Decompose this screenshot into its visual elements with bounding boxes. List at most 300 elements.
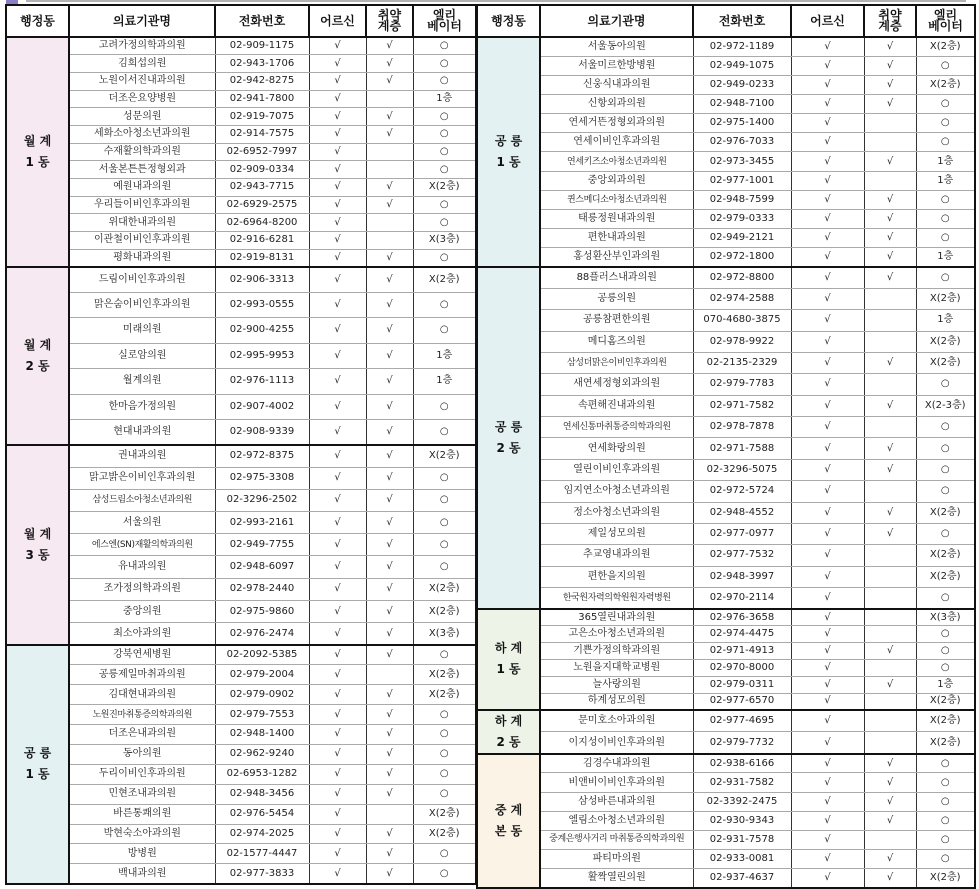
name-cell: 연세이비인후과의원 <box>540 133 693 152</box>
elder-cell: √ <box>791 331 864 352</box>
vulnerable-cell: √ <box>366 764 413 784</box>
table-row <box>6 556 476 578</box>
elevator-cell: X(2층) <box>413 445 476 467</box>
phone-cell: 02-975-3308 <box>215 467 309 489</box>
name-cell: 활짝열린의원 <box>540 869 693 888</box>
dong-group <box>6 445 476 645</box>
table-row <box>477 676 975 693</box>
elevator-cell: X(2층) <box>916 288 975 309</box>
vulnerable-cell <box>864 133 916 152</box>
name-cell: 하계성모의원 <box>540 693 693 710</box>
vulnerable-cell: √ <box>366 394 413 419</box>
phone-cell: 02-930-9343 <box>693 811 791 830</box>
vulnerable-cell: √ <box>366 824 413 844</box>
vulnerable-cell <box>366 161 413 179</box>
name-cell: 서울미르한방병원 <box>540 56 693 75</box>
vulnerable-cell: √ <box>366 489 413 511</box>
phone-cell: 02-962-9240 <box>215 744 309 764</box>
table-row <box>477 352 975 373</box>
phone-cell: 02-974-2588 <box>693 288 791 309</box>
table-row <box>6 665 476 685</box>
vulnerable-cell: √ <box>366 744 413 764</box>
elder-cell: √ <box>791 374 864 395</box>
elevator-cell: X(2층) <box>916 732 975 754</box>
elder-cell: √ <box>791 643 864 660</box>
name-cell: 파티마의원 <box>540 849 693 868</box>
elevator-cell: ○ <box>413 467 476 489</box>
phone-cell: 02-949-7755 <box>215 534 309 556</box>
elevator-cell: X(2층) <box>413 665 476 685</box>
elder-cell: √ <box>791 732 864 754</box>
vulnerable-cell <box>864 732 916 754</box>
phone-cell: 02-943-1706 <box>215 55 309 73</box>
name-cell: 동아의원 <box>69 744 215 764</box>
table-row <box>6 600 476 622</box>
vulnerable-cell: √ <box>366 600 413 622</box>
phone-cell: 02-978-7878 <box>693 417 791 438</box>
elder-cell: √ <box>791 75 864 94</box>
phone-cell: 02-938-6166 <box>693 754 791 773</box>
name-cell: 늘사랑의원 <box>540 676 693 693</box>
table-row <box>6 37 476 55</box>
name-cell: 연세거뜬정형외과의원 <box>540 114 693 133</box>
phone-cell: 02-919-8131 <box>215 249 309 267</box>
table-row <box>6 55 476 73</box>
table-row <box>477 754 975 773</box>
phone-cell: 02-949-0233 <box>693 75 791 94</box>
elevator-cell: ○ <box>413 724 476 744</box>
dong-label <box>6 267 69 445</box>
elder-cell: √ <box>791 792 864 811</box>
elevator-cell: X(2층) <box>413 804 476 824</box>
vulnerable-cell: √ <box>864 849 916 868</box>
dong-label-line: 2 동 <box>496 734 521 749</box>
phone-cell: 02-976-3658 <box>693 609 791 626</box>
vulnerable-cell <box>864 659 916 676</box>
header-phone: 전화번호 <box>215 5 309 37</box>
table-row <box>477 830 975 849</box>
header-dong: 행정동 <box>477 5 540 37</box>
elevator-cell: ○ <box>916 523 975 544</box>
vulnerable-cell: √ <box>366 864 413 884</box>
vulnerable-cell: √ <box>366 55 413 73</box>
table-row <box>477 481 975 502</box>
table-row <box>477 171 975 190</box>
elder-cell: √ <box>309 267 366 292</box>
header-row <box>6 5 476 37</box>
elder-cell: √ <box>309 369 366 394</box>
header-name: 의료기관명 <box>540 5 693 37</box>
table-row <box>477 588 975 609</box>
name-cell: 현대내과의원 <box>69 419 215 444</box>
table-row <box>6 108 476 126</box>
elder-cell: √ <box>309 864 366 884</box>
elder-cell: √ <box>791 209 864 228</box>
table-row <box>6 512 476 534</box>
elder-cell: √ <box>791 37 864 56</box>
elevator-cell: 1층 <box>413 369 476 394</box>
table-row <box>6 267 476 292</box>
table-row <box>6 764 476 784</box>
name-cell: 유내과의원 <box>69 556 215 578</box>
dong-label <box>477 754 540 888</box>
name-cell: 88플러스내과의원 <box>540 267 693 288</box>
vulnerable-cell <box>864 310 916 331</box>
vulnerable-cell: √ <box>864 395 916 416</box>
table-row <box>6 249 476 267</box>
elder-cell: √ <box>309 72 366 90</box>
elder-cell: √ <box>309 824 366 844</box>
elder-cell: √ <box>791 94 864 113</box>
vulnerable-cell: √ <box>366 844 413 864</box>
vulnerable-cell: √ <box>864 209 916 228</box>
name-cell: 최소아과의원 <box>69 623 215 645</box>
vulnerable-cell: √ <box>864 229 916 248</box>
name-cell: 예원내과의원 <box>69 179 215 197</box>
phone-cell: 02-977-1001 <box>693 171 791 190</box>
elder-cell: √ <box>309 249 366 267</box>
vulnerable-cell <box>864 626 916 643</box>
name-cell: 제일성모의원 <box>540 523 693 544</box>
vulnerable-cell: √ <box>366 419 413 444</box>
elder-cell: √ <box>791 545 864 566</box>
dong-label <box>6 37 69 267</box>
elder-cell: √ <box>309 578 366 600</box>
elder-cell: √ <box>791 659 864 676</box>
elder-cell: √ <box>309 179 366 197</box>
vulnerable-cell: √ <box>864 811 916 830</box>
name-cell: 맑고밝은이비인후과의원 <box>69 467 215 489</box>
phone-cell: 02-907-4002 <box>215 394 309 419</box>
vulnerable-cell: √ <box>864 152 916 171</box>
elevator-cell: ○ <box>413 744 476 764</box>
phone-cell: 02-948-1400 <box>215 724 309 744</box>
elevator-cell: X(2층) <box>916 545 975 566</box>
header-elevator-l1: 엘리 <box>933 8 958 22</box>
table-row <box>6 578 476 600</box>
table-row <box>477 459 975 480</box>
elevator-cell: ○ <box>413 394 476 419</box>
name-cell: 우리들이비인후과의원 <box>69 196 215 214</box>
phone-cell: 02-919-7075 <box>215 108 309 126</box>
dong-group <box>477 710 975 754</box>
name-cell: 미래의원 <box>69 318 215 343</box>
phone-cell: 02-975-1400 <box>693 114 791 133</box>
dong-label-line: 월 계 <box>23 133 52 148</box>
elder-cell: √ <box>309 467 366 489</box>
table-row <box>477 267 975 288</box>
phone-cell: 02-977-4695 <box>693 710 791 732</box>
name-cell: 이관철이비인후과의원 <box>69 232 215 250</box>
vulnerable-cell <box>864 288 916 309</box>
name-cell: 고려가정의학과의원 <box>69 37 215 55</box>
vulnerable-cell: √ <box>864 352 916 373</box>
phone-cell: 02-971-7582 <box>693 395 791 416</box>
table-row <box>6 445 476 467</box>
table-row <box>477 732 975 754</box>
phone-cell: 02-941-7800 <box>215 90 309 108</box>
vulnerable-cell: √ <box>366 445 413 467</box>
elder-cell: √ <box>309 419 366 444</box>
vulnerable-cell: √ <box>366 534 413 556</box>
name-cell: 속편해진내과의원 <box>540 395 693 416</box>
elevator-cell: ○ <box>413 419 476 444</box>
elder-cell: √ <box>309 623 366 645</box>
phone-cell: 02-948-6097 <box>215 556 309 578</box>
dong-label-line: 공 릉 <box>494 133 523 148</box>
table-row <box>6 784 476 804</box>
table-row <box>6 467 476 489</box>
table-row <box>6 744 476 764</box>
phone-cell: 02-979-0333 <box>693 209 791 228</box>
elevator-cell: X(2층) <box>413 600 476 622</box>
dong-label-line: 1 동 <box>496 662 521 677</box>
phone-cell: 02-974-4475 <box>693 626 791 643</box>
elevator-cell: ○ <box>413 864 476 884</box>
dong-group <box>6 37 476 267</box>
vulnerable-cell <box>366 804 413 824</box>
elevator-cell: X(3층) <box>916 609 975 626</box>
dong-group <box>477 754 975 888</box>
table-row <box>6 645 476 665</box>
elevator-cell: ○ <box>413 534 476 556</box>
name-cell: 공릉제일마취과의원 <box>69 665 215 685</box>
table-row <box>477 502 975 523</box>
elevator-cell: X(2층) <box>916 331 975 352</box>
name-cell: 삼성바른내과의원 <box>540 792 693 811</box>
dong-label-line: 월 계 <box>23 526 52 541</box>
elevator-cell: ○ <box>916 229 975 248</box>
elevator-cell: ○ <box>413 764 476 784</box>
header-vulnerable-l1: 취약 <box>377 8 402 22</box>
header-vulnerable-l1: 취약 <box>878 8 902 22</box>
vulnerable-cell <box>864 830 916 849</box>
elevator-cell: ○ <box>916 56 975 75</box>
elder-cell: √ <box>791 502 864 523</box>
name-cell: 방병원 <box>69 844 215 864</box>
phone-cell: 02-976-5454 <box>215 804 309 824</box>
phone-cell: 02-948-3997 <box>693 566 791 587</box>
elder-cell: √ <box>791 288 864 309</box>
elevator-cell: ○ <box>916 849 975 868</box>
table-row <box>6 685 476 705</box>
name-cell: 드림이비인후과의원 <box>69 267 215 292</box>
elder-cell: √ <box>309 143 366 161</box>
dong-label-line: 하 계 <box>494 641 523 656</box>
vulnerable-cell: √ <box>864 37 916 56</box>
table-row <box>477 869 975 888</box>
name-cell: 추교영내과의원 <box>540 545 693 566</box>
table-row <box>477 395 975 416</box>
phone-cell: 02-970-8000 <box>693 659 791 676</box>
vulnerable-cell <box>366 665 413 685</box>
dong-label-line: 공 릉 <box>23 746 52 761</box>
header-elevator-l1: 엘리 <box>432 8 457 22</box>
dong-label-line: 1 동 <box>25 767 50 782</box>
elder-cell: √ <box>791 626 864 643</box>
dong-group <box>477 37 975 267</box>
table-row <box>477 773 975 792</box>
elder-cell: √ <box>309 55 366 73</box>
header-elder: 어르신 <box>309 5 366 37</box>
dong-group <box>477 609 975 710</box>
table-row <box>6 179 476 197</box>
vulnerable-cell: √ <box>864 190 916 209</box>
table-row <box>477 190 975 209</box>
table-row <box>6 394 476 419</box>
vulnerable-cell: √ <box>864 248 916 267</box>
vulnerable-cell: √ <box>864 869 916 888</box>
clinic-table-right <box>476 4 976 889</box>
vulnerable-cell <box>864 609 916 626</box>
name-cell: 더조은내과의원 <box>69 724 215 744</box>
elder-cell: √ <box>791 693 864 710</box>
dong-label <box>6 445 69 645</box>
vulnerable-cell <box>864 710 916 732</box>
name-cell: 한마음가정의원 <box>69 394 215 419</box>
table-row <box>477 75 975 94</box>
name-cell: 공릉참편한의원 <box>540 310 693 331</box>
elder-cell: √ <box>791 171 864 190</box>
table-row <box>477 545 975 566</box>
vulnerable-cell <box>864 417 916 438</box>
elevator-cell: ○ <box>413 292 476 317</box>
phone-cell: 02-942-8275 <box>215 72 309 90</box>
phone-cell: 02-971-7588 <box>693 438 791 459</box>
vulnerable-cell: √ <box>366 623 413 645</box>
header-elevator-l2: 베이터 <box>427 19 462 33</box>
vulnerable-cell: √ <box>366 179 413 197</box>
table-row <box>6 125 476 143</box>
elder-cell: √ <box>791 310 864 331</box>
phone-cell: 02-978-9922 <box>693 331 791 352</box>
header-vulnerable-l2: 계층 <box>377 19 402 33</box>
elder-cell: √ <box>791 710 864 732</box>
phone-cell: 02-975-9860 <box>215 600 309 622</box>
phone-cell: 02-977-6570 <box>693 693 791 710</box>
elder-cell: √ <box>309 844 366 864</box>
table-row <box>6 804 476 824</box>
vulnerable-cell: √ <box>864 643 916 660</box>
elevator-cell: X(2층) <box>916 566 975 587</box>
header-elevator <box>413 5 476 37</box>
vulnerable-cell <box>864 171 916 190</box>
elevator-cell: ○ <box>916 374 975 395</box>
phone-cell: 02-933-0081 <box>693 849 791 868</box>
elder-cell: √ <box>791 133 864 152</box>
elevator-cell: ○ <box>413 55 476 73</box>
header-vulnerable <box>366 5 413 37</box>
elevator-cell: ○ <box>916 811 975 830</box>
vulnerable-cell: √ <box>366 784 413 804</box>
elder-cell: √ <box>791 523 864 544</box>
vulnerable-cell: √ <box>366 249 413 267</box>
elevator-cell: ○ <box>413 161 476 179</box>
vulnerable-cell: √ <box>366 108 413 126</box>
elevator-cell: ○ <box>413 214 476 232</box>
elder-cell: √ <box>309 764 366 784</box>
name-cell: 연세화랑의원 <box>540 438 693 459</box>
name-cell: 연세신통마취통증의학과의원 <box>540 417 693 438</box>
name-cell: 공릉의원 <box>540 288 693 309</box>
phone-cell: 02-977-0977 <box>693 523 791 544</box>
table-row <box>477 331 975 352</box>
elder-cell: √ <box>309 705 366 725</box>
table-row <box>477 626 975 643</box>
phone-cell: 02-949-1075 <box>693 56 791 75</box>
phone-cell: 02-909-0334 <box>215 161 309 179</box>
header-phone: 전화번호 <box>693 5 791 37</box>
dong-group <box>6 267 476 445</box>
phone-cell: 02-6964-8200 <box>215 214 309 232</box>
name-cell: 민현조내과의원 <box>69 784 215 804</box>
elder-cell: √ <box>309 161 366 179</box>
elder-cell: √ <box>791 352 864 373</box>
elder-cell: √ <box>791 114 864 133</box>
elevator-cell: ○ <box>413 705 476 725</box>
elder-cell: √ <box>791 56 864 75</box>
phone-cell: 02-972-8800 <box>693 267 791 288</box>
vulnerable-cell: √ <box>366 705 413 725</box>
elder-cell: √ <box>791 811 864 830</box>
name-cell: 백내과의원 <box>69 864 215 884</box>
elevator-cell: ○ <box>916 659 975 676</box>
table-row <box>477 114 975 133</box>
vulnerable-cell: √ <box>864 792 916 811</box>
vulnerable-cell: √ <box>864 773 916 792</box>
elder-cell: √ <box>309 196 366 214</box>
phone-cell: 02-979-7783 <box>693 374 791 395</box>
elevator-cell: ○ <box>916 773 975 792</box>
vulnerable-cell <box>366 90 413 108</box>
vulnerable-cell: √ <box>864 94 916 113</box>
phone-cell: 02-916-6281 <box>215 232 309 250</box>
phone-cell: 02-979-7553 <box>215 705 309 725</box>
header-vulnerable <box>864 5 916 37</box>
elevator-cell: 1층 <box>916 310 975 331</box>
vulnerable-cell: √ <box>864 676 916 693</box>
table-row <box>477 288 975 309</box>
phone-cell: 02-972-1189 <box>693 37 791 56</box>
table-row <box>477 229 975 248</box>
vulnerable-cell: √ <box>366 343 413 368</box>
phone-cell: 02-931-7578 <box>693 830 791 849</box>
phone-cell: 02-972-1800 <box>693 248 791 267</box>
vulnerable-cell <box>864 545 916 566</box>
elder-cell: √ <box>791 754 864 773</box>
elder-cell: √ <box>309 292 366 317</box>
name-cell: 실로암의원 <box>69 343 215 368</box>
elevator-cell: X(2층) <box>916 502 975 523</box>
name-cell: 노원진마취통증의학과의원 <box>69 705 215 725</box>
name-cell: 비앤비이비인후과의원 <box>540 773 693 792</box>
dong-label <box>477 37 540 267</box>
dong-label-line: 공 릉 <box>494 419 523 434</box>
phone-cell: 02-970-2114 <box>693 588 791 609</box>
table-row <box>6 864 476 884</box>
vulnerable-cell: √ <box>864 75 916 94</box>
vulnerable-cell: √ <box>864 438 916 459</box>
vulnerable-cell: √ <box>366 292 413 317</box>
elevator-cell: X(2층) <box>413 824 476 844</box>
phone-cell: 02-972-8375 <box>215 445 309 467</box>
table-row <box>477 849 975 868</box>
elevator-cell: X(2층) <box>413 578 476 600</box>
name-cell: 한국원자력의학원원자력병원 <box>540 588 693 609</box>
vulnerable-cell: √ <box>864 459 916 480</box>
name-cell: 김희섭의원 <box>69 55 215 73</box>
name-cell: 월계의원 <box>69 369 215 394</box>
